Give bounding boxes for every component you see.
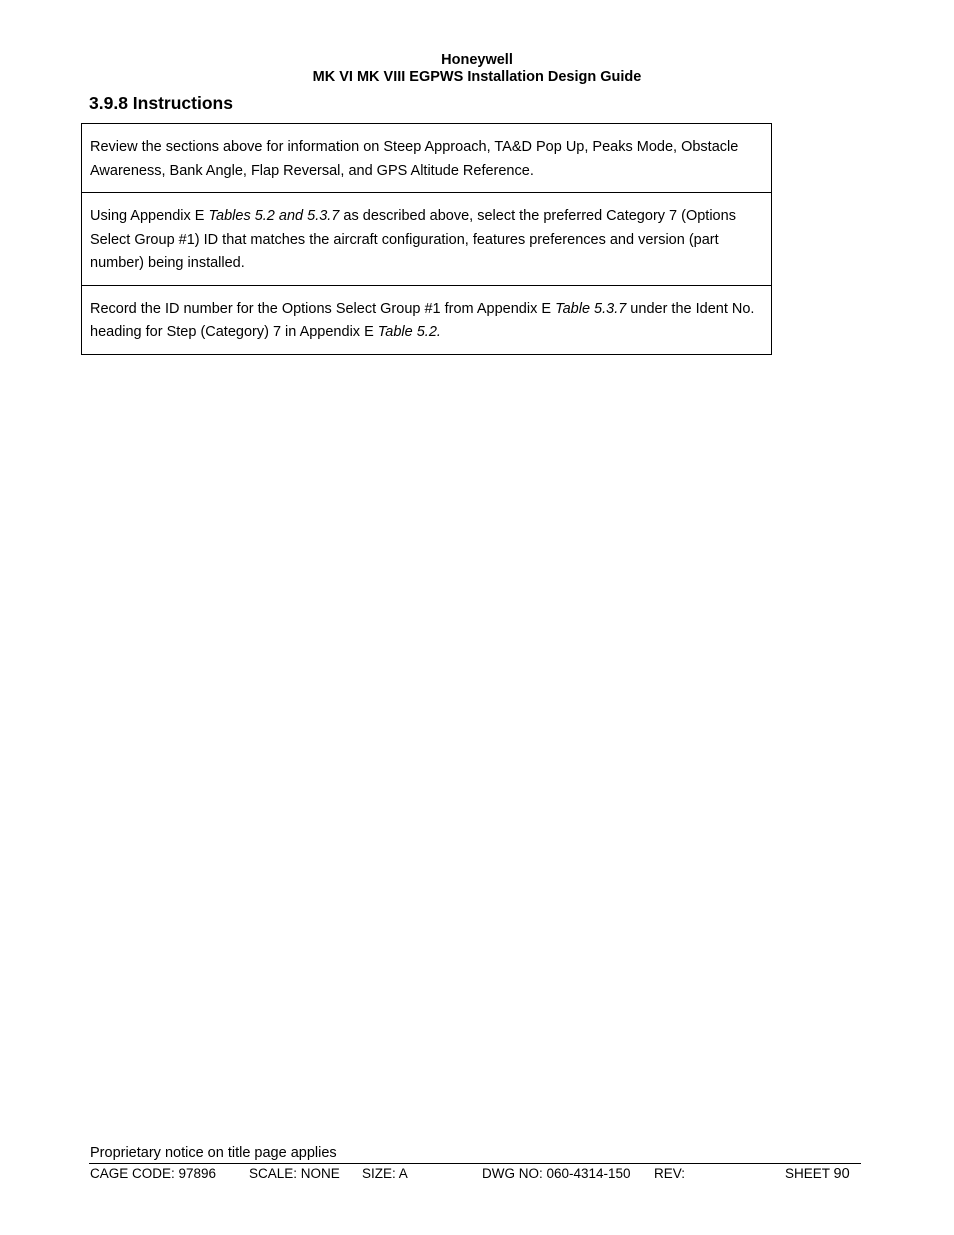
cage-code: CAGE CODE: 97896	[90, 1166, 217, 1181]
instruction-text: Record the ID number for the Options Select Group #1 from Appendix E	[90, 300, 556, 317]
instruction-row	[82, 192, 771, 285]
sheet-label: SHEET	[785, 1166, 830, 1181]
instruction-row	[82, 285, 771, 354]
instruction-reference: Table 5.2.	[377, 324, 441, 340]
instruction-text: Review the sections above for information on Steep Approach, TA&D Pop Up, Peaks Mode, Obstacle Awareness, Bank Angle, Flap Reversal, and GPS Altitude Reference.	[90, 139, 739, 179]
instructions-table	[81, 123, 772, 355]
sheet-number: 90	[833, 1166, 850, 1182]
proprietary-notice: Proprietary notice on title page applies	[90, 1145, 337, 1161]
size: SIZE: A	[362, 1166, 408, 1181]
drawing-number: DWG NO: 060-4314-150	[482, 1166, 631, 1181]
footer-divider	[89, 1163, 861, 1164]
instruction-reference: Tables 5.2 and 5.3.7	[208, 208, 340, 224]
company-name: Honeywell	[441, 52, 513, 68]
instruction-row	[82, 124, 771, 192]
instruction-text: Using Appendix E	[90, 208, 209, 224]
sheet	[785, 1165, 850, 1183]
instruction-text: under the Ident No. heading for Step (Category) 7 in Appendix E	[90, 300, 755, 340]
document-header	[0, 52, 954, 86]
section-heading: 3.9.8 Instructions	[89, 93, 233, 113]
instruction-reference: Table 5.3.7	[555, 300, 627, 317]
scale: SCALE: NONE	[249, 1166, 340, 1181]
document-title: MK VI MK VIII EGPWS Installation Design Guide	[312, 69, 642, 85]
revision: REV:	[654, 1166, 686, 1181]
instruction-text: as described above, select the preferred Category 7 (Options Select Group #1) ID that matches the aircraft configuration, features preferences and version (part number) being installed.	[90, 208, 736, 271]
